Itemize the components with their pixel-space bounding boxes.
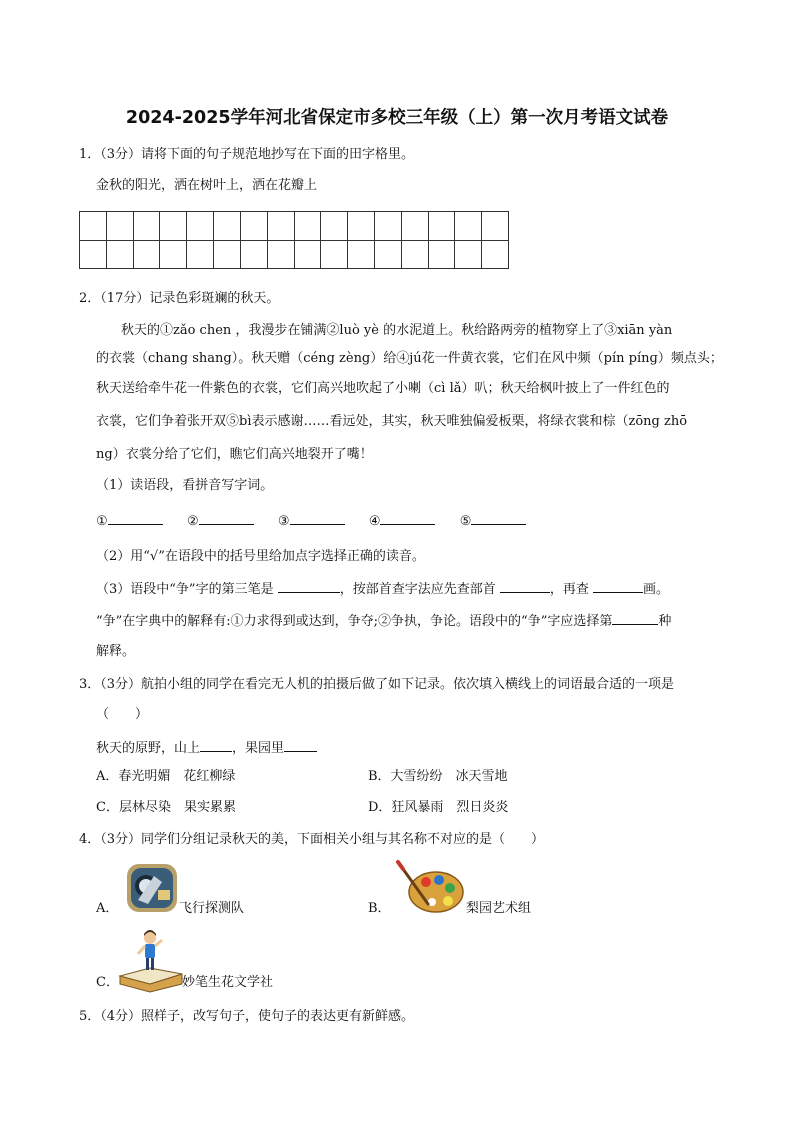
q4-option-c-label[interactable]: C． — [96, 975, 119, 990]
q2-sub3-text-b: ，按部首查字法应先查部首 — [339, 582, 496, 597]
q4-option-a-label[interactable]: A． — [96, 901, 119, 916]
q3-stem — [96, 739, 317, 757]
q4-option-b-text: 梨园艺术组 — [466, 901, 532, 916]
q3-option-c[interactable]: C．层林尽染 果实累累 — [96, 800, 236, 815]
q2-passage-line5: ng）衣裳分给了它们，瞧它们高兴地裂开了嘴！ — [96, 447, 373, 462]
strokes-count-blank[interactable] — [593, 580, 643, 593]
q4-option-c-text: 妙笔生花文学社 — [182, 975, 274, 990]
q2-blank-row — [96, 512, 526, 530]
q2-passage-line2: 的衣裳（chang shang）。秋天赠（céng zèng）给④jú花一件黄衣裳，它们在风中频（pín pínɡ）频点头； — [96, 351, 723, 366]
q2-sub3-line2 — [96, 612, 671, 630]
q3-option-d[interactable]: D．狂风暴雨 烈日炎炎 — [368, 800, 509, 815]
blank-label-2: ② — [186, 514, 199, 529]
q4-option-a-text: 飞行探测队 — [179, 901, 245, 916]
q2-sub3-line2-text: “争”在字典中的解释有:①力求得到或达到，争夺;②争执，争论。语段中的“争”字应选择第 — [96, 614, 613, 629]
q3-blank-1[interactable] — [200, 739, 232, 752]
q3-stem-b: ，果园里 — [232, 741, 285, 756]
q4-option-b-label[interactable]: B． — [368, 901, 391, 916]
q2-sub3-line3: 解释。 — [96, 644, 136, 659]
q4-heading: 4．（3分）同学们分组记录秋天的美，下面相关小组与其名称不对应的是（ ） — [79, 832, 545, 847]
answer-blank-3[interactable] — [290, 512, 345, 525]
book-reader-icon — [116, 928, 186, 994]
blank-label-1: ① — [96, 514, 108, 529]
paint-palette-icon — [392, 858, 466, 918]
q3-blank-2[interactable] — [284, 739, 317, 752]
q2-sub3-text-d: 画。 — [643, 582, 670, 597]
tianzige-grid[interactable] — [79, 211, 509, 269]
answer-blank-2[interactable] — [199, 512, 254, 525]
meaning-blank[interactable] — [612, 612, 658, 625]
q3-paren: （ ） — [96, 707, 149, 722]
q2-heading: 2．（17分）记录色彩斑斓的秋天。 — [79, 291, 280, 306]
answer-blank-5[interactable] — [471, 512, 526, 525]
answer-blank-4[interactable] — [380, 512, 435, 525]
q3-option-a[interactable]: A．春光明媚 花红柳绿 — [96, 769, 236, 784]
q2-passage-line1: 秋天的①zǎo chen ，我漫步在铺满②luò yè 的水泥道上。秋给路两旁的植物穿上了③xiān yàn — [121, 323, 673, 338]
q1-sentence: 金秋的阳光，洒在树叶上，洒在花瓣上 — [96, 178, 318, 193]
q1-heading: 1．（3分）请将下面的句子规范地抄写在下面的田字格里。 — [79, 147, 415, 162]
q3-stem-a: 秋天的原野，山上 — [96, 741, 201, 756]
blank-label-5: ⑤ — [459, 514, 472, 529]
q5-heading: 5．（4分）照样子，改写句子，使句子的表达更有新鲜感。 — [79, 1009, 415, 1024]
q2-passage-line4: 衣裳，它们争着张开双⑤bì表示感谢……看远处，其实，秋天唯独偏爱板栗，将绿衣裳和棕（zōng zhō — [96, 414, 688, 429]
radical-blank[interactable] — [500, 580, 550, 593]
q2-sub3-text-a: （3）语段中“争”字的第三笔是 — [96, 582, 274, 597]
q2-sub2: （2）用“√”在语段中的括号里给加点字选择正确的读音。 — [96, 549, 425, 564]
q2-sub3 — [96, 580, 669, 598]
stroke-blank[interactable] — [278, 580, 340, 593]
blank-label-3: ③ — [277, 514, 290, 529]
q2-sub3-line2-end: 种 — [658, 614, 672, 629]
q3-heading: 3．（3分）航拍小组的同学在看完无人机的拍摄后做了如下记录。依次填入横线上的词语最合适的一项是 — [79, 677, 675, 692]
q2-sub1: （1）读语段，看拼音写字词。 — [96, 478, 274, 493]
page-title: 2024-2025学年河北省保定市多校三年级（上）第一次月考语文试卷 — [125, 108, 669, 128]
q2-passage-line3: 秋天送给牵牛花一件紫色的衣裳，它们高兴地吹起了小喇（cì lǎ）叭；秋天给枫叶披上了一件红色的 — [96, 381, 670, 396]
q3-option-b[interactable]: B．大雪纷纷 冰天雪地 — [368, 769, 508, 784]
q2-sub3-text-c: ，再查 — [549, 582, 589, 597]
drone-team-icon — [124, 860, 180, 916]
blank-label-4: ④ — [368, 514, 381, 529]
answer-blank-1[interactable] — [108, 512, 163, 525]
